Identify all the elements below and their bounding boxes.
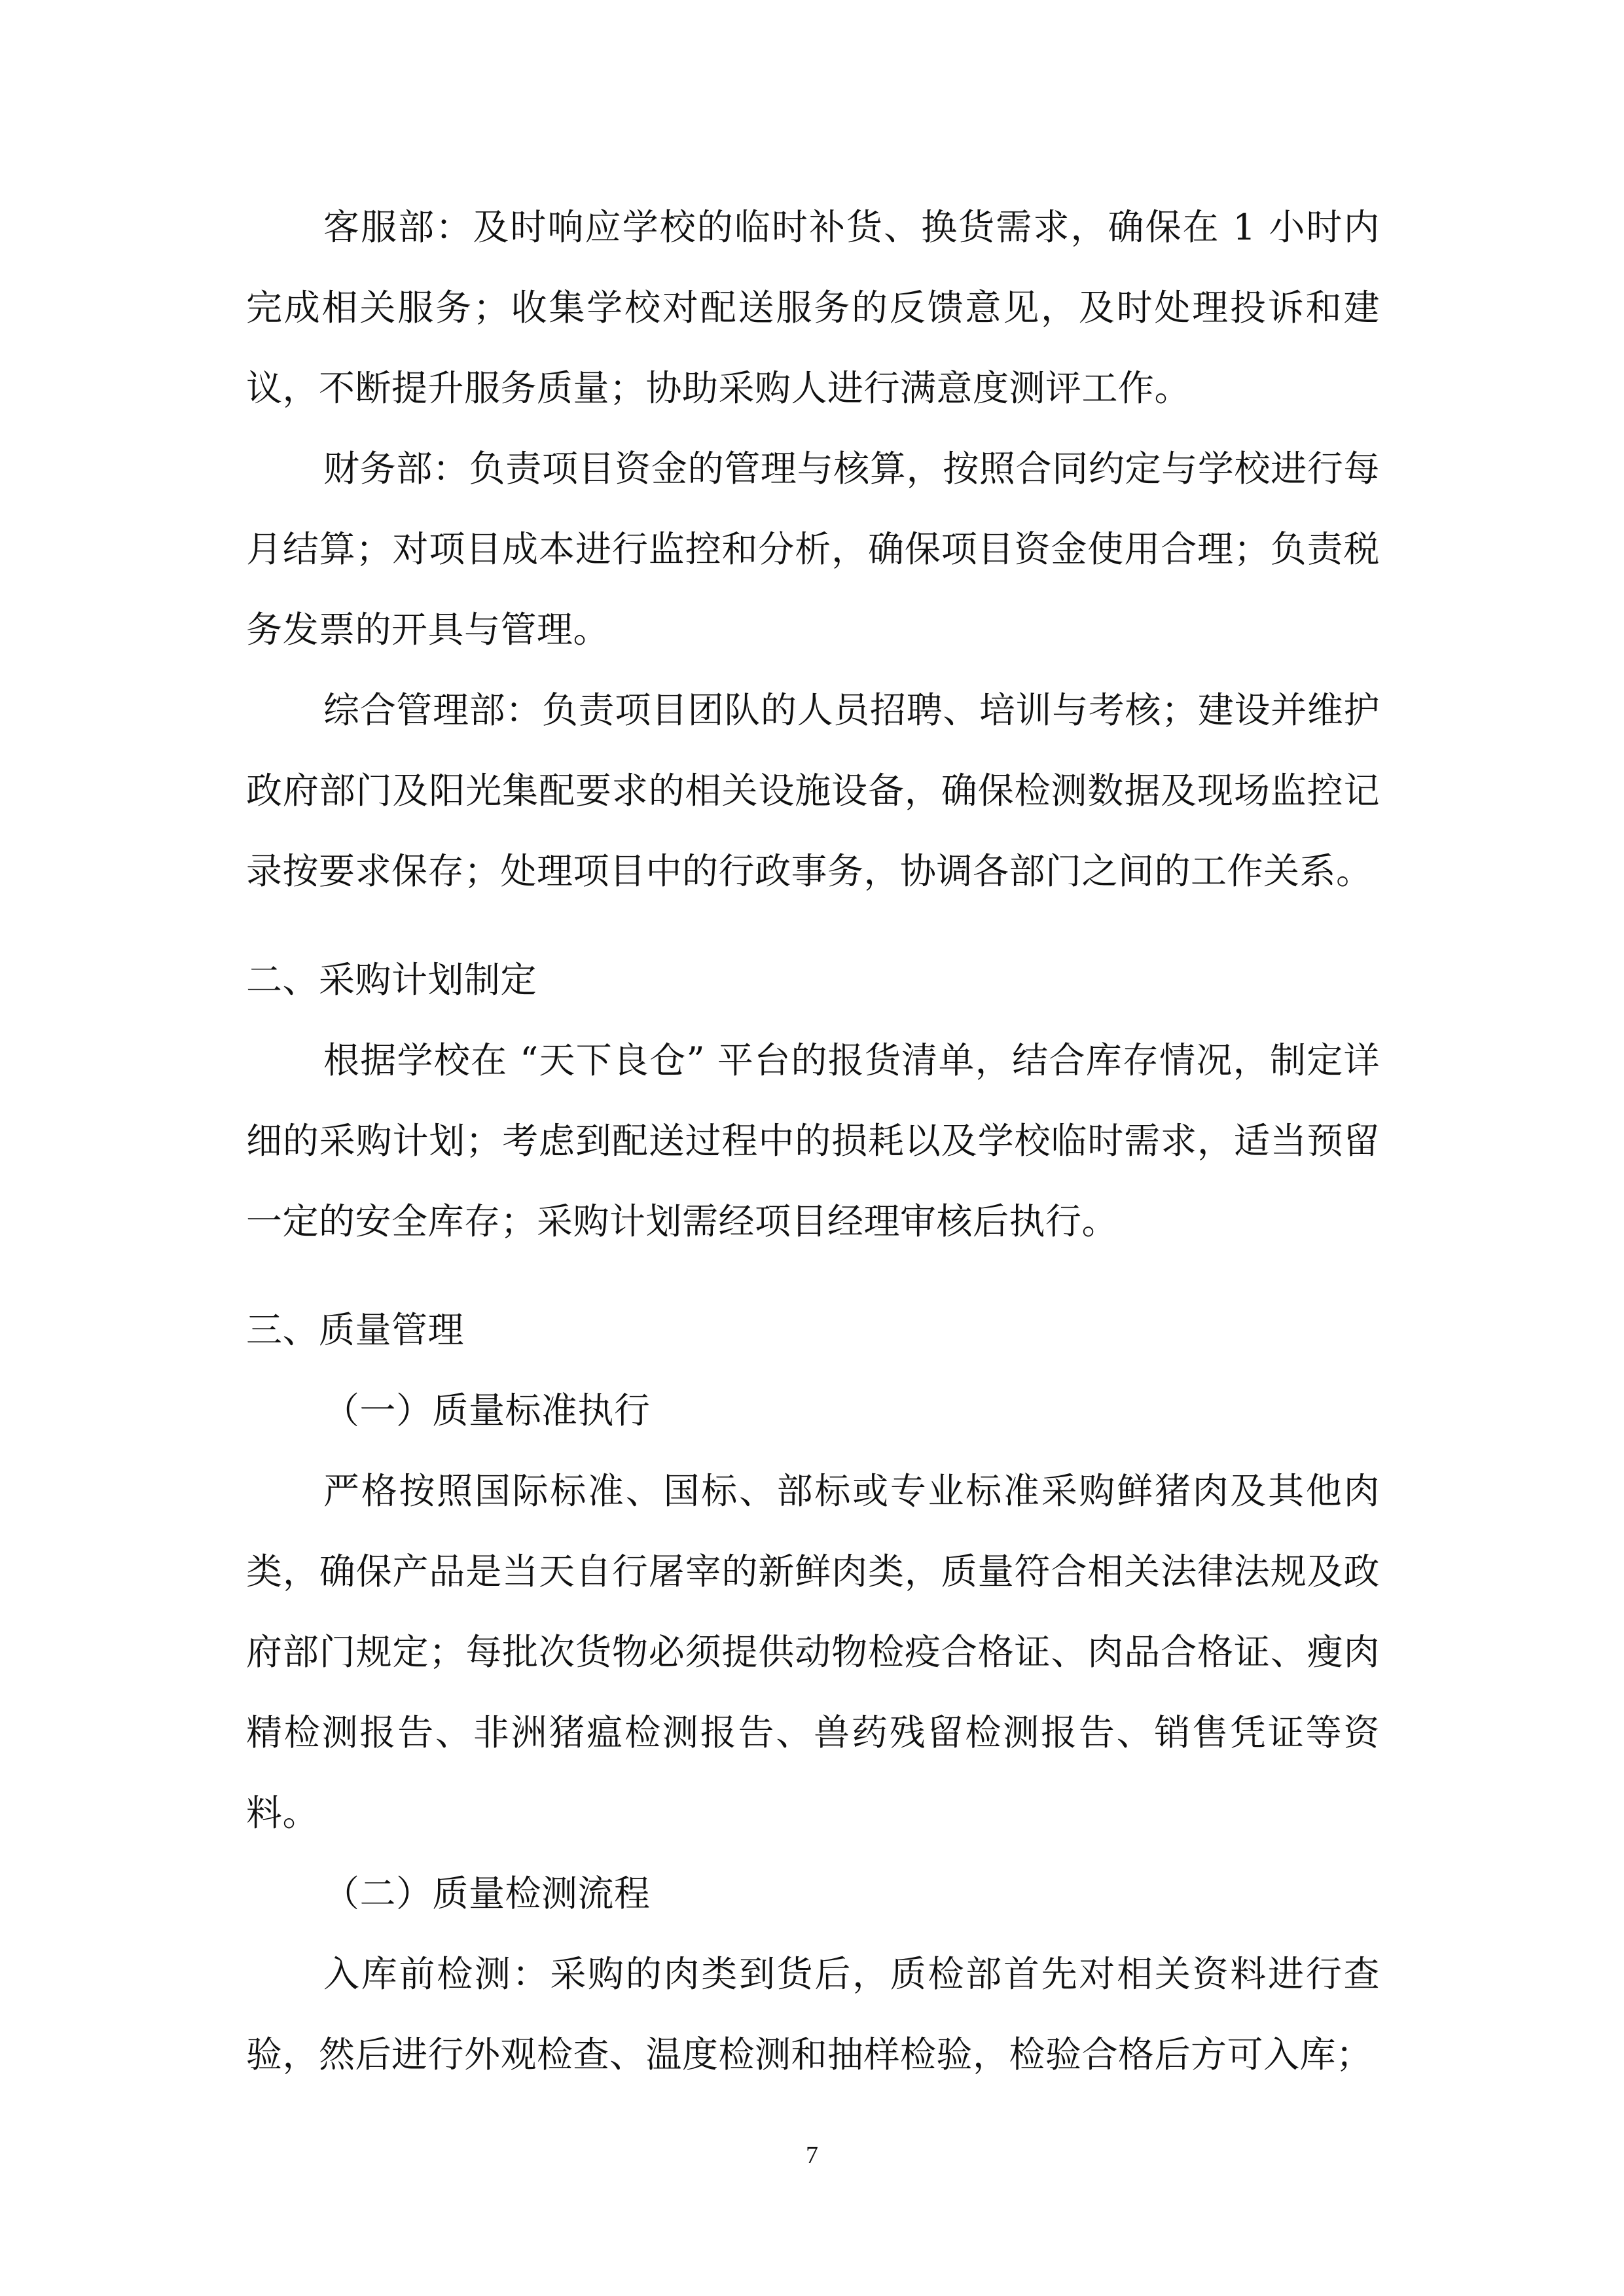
paragraph-procurement-plan: 根据学校在 “天下良仓” 平台的报货清单，结合库存情况，制定详细的采购计划；考虑到配送过程中的损耗以及学校临时需求，适当预留一定的安全库存；采购计划需经项目经理审核后执行。 <box>246 1039 1380 1242</box>
section-gap <box>246 912 1380 940</box>
section-heading-procurement-plan: 二、采购计划制定 <box>246 959 537 1001</box>
page-number: 7 <box>806 2142 818 2169</box>
document-body <box>246 187 1380 2095</box>
paragraph-quality-standards: 严格按照国际标准、国标、部标或专业标准采购鲜猪肉及其他肉类，确保产品是当天自行屠宰的新鲜肉类，质量符合相关法律法规及政府部门规定；每批次货物必须提供动物检疫合格证、肉品合格证、瘦肉精检测报告、非洲猪瘟检测报告、兽药残留检测报告、销售凭证等资料。 <box>246 1470 1380 1834</box>
paragraph-customer-service: 客服部：及时响应学校的临时补货、换货需求，确保在 1 小时内完成相关服务；收集学校对配送服务的反馈意见，及时处理投诉和建议，不断提升服务质量；协助采购人进行满意度测评工作。 <box>246 206 1380 409</box>
section-gap <box>246 1262 1380 1290</box>
section-heading-quality-management: 三、质量管理 <box>246 1309 465 1351</box>
paragraph-general-management: 综合管理部：负责项目团队的人员招聘、培训与考核；建设并维护政府部门及阳光集配要求的相关设施设备，确保检测数据及现场监控记录按要求保存；处理项目中的行政事务，协调各部门之间的工作关系。 <box>246 689 1380 892</box>
subheading-quality-standards: （一）质量标准执行 <box>323 1390 651 1431</box>
subheading-quality-inspection: （二）质量检测流程 <box>323 1873 651 1914</box>
paragraph-pre-storage-inspection: 入库前检测：采购的肉类到货后，质检部首先对相关资料进行查验，然后进行外观检查、温度检测和抽样检验，检验合格后方可入库； <box>246 1953 1380 2075</box>
paragraph-finance: 财务部：负责项目资金的管理与核算，按照合同约定与学校进行每月结算；对项目成本进行监控和分析，确保项目资金使用合理；负责税务发票的开具与管理。 <box>246 448 1380 651</box>
